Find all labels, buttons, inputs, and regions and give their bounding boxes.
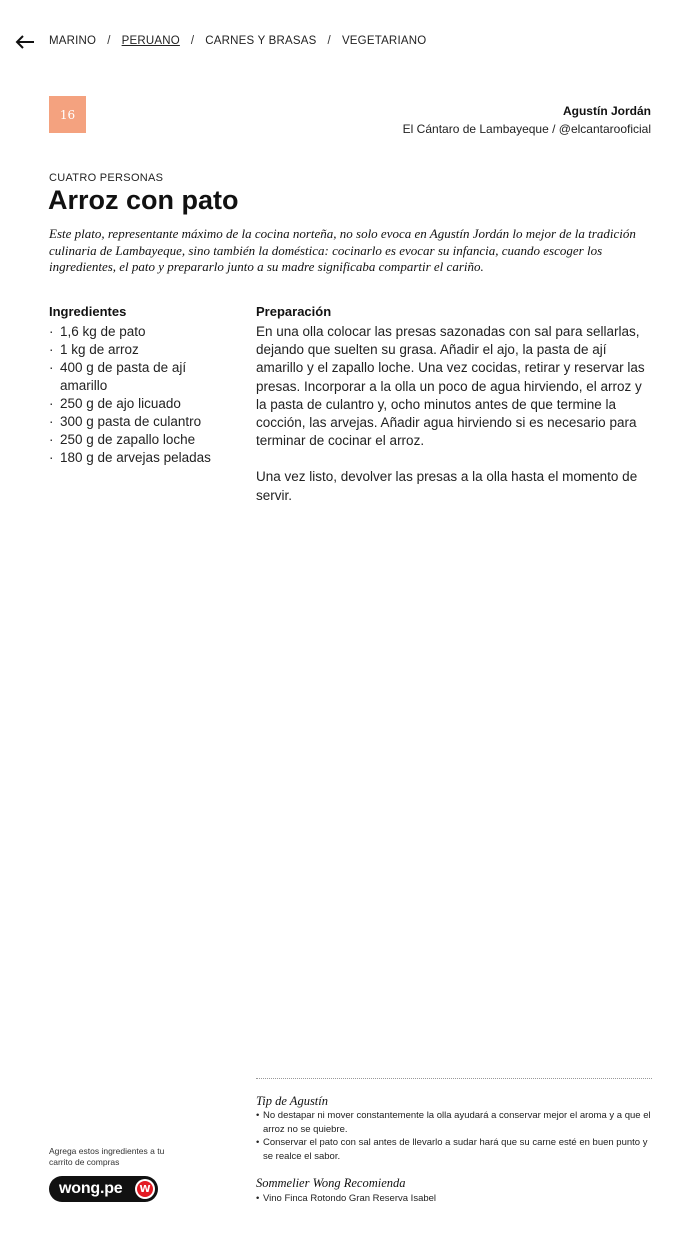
recipe-intro: Este plato, representante máximo de la cocina norteña, no solo evoca en Agustín Jordán lo mejor de la tradición culinaria de Lambayeque, sino también la doméstica: cocinarlo es evocar su infancia, cuando escoger los ingredientes, el pato y prepararlo junto a su madre significaba compartir el cariño. [49,226,636,274]
ingredient-item: · 400 g de pasta de ají amarillo [49,359,224,395]
ingredient-item: · 1 kg de arroz [49,341,224,359]
page-number-badge: 16 [49,96,86,133]
nav-item-peruano[interactable]: PERUANO [121,35,180,47]
sommelier-title: Sommelier Wong Recomienda [256,1176,406,1190]
author-place: El Cántaro de Lambayeque / @elcantarooficial [402,122,651,136]
nav-separator: / [107,35,111,47]
preparation-text [256,323,654,523]
ingredient-item: · 180 g de arvejas peladas [49,449,224,467]
tip-item: • Conservar el pato con sal antes de llevarlo a sudar hará que su carne esté en buen punto y se realce el sabor. [256,1136,656,1163]
preparation-title: Preparación [256,304,332,319]
preparation-paragraph: Una vez listo, devolver las presas a la olla hasta el momento de servir. [256,469,638,503]
ingredient-item: · 250 g de ajo licuado [49,395,224,413]
wong-w-icon: W [135,1179,155,1199]
ingredient-item: · 300 g pasta de culantro [49,413,224,431]
nav-item-carnes-y-brasas[interactable]: CARNES Y BRASAS [205,35,317,47]
nav-separator: / [327,35,331,47]
tip-item: • No destapar ni mover constantemente la olla ayudará a conservar mejor el aroma y a que el arroz no se quiebre. [256,1109,656,1136]
sommelier-item: • Vino Finca Rotondo Gran Reserva Isabel [256,1192,656,1205]
nav-item-vegetariano[interactable]: VEGETARIANO [341,35,427,47]
wong-logo-text: wong.pe [59,1180,123,1197]
ingredients-list [49,323,224,467]
wong-cart-button[interactable] [49,1176,158,1202]
preparation-paragraph: En una olla colocar las presas sazonadas con sal para sellarlas, dejando que suelten su grasa. Añadir el ajo, la pasta de ají amarillo y el zapallo loche. Una vez cocidas, retirar y reservar las presas. Incorporar a la olla un poco de agua hirviendo, el arroz y la pasta de culantro y, ocho minutos antes de que termine la cocción, las arvejas. Añadir agua hirviendo si es necesario para terminar de cocinar el arroz. [256,324,645,449]
category-nav [49,35,426,47]
author-name: Agustín Jordán [562,104,651,118]
servings-label: CUATRO PERSONAS [49,172,164,184]
ingredients-title: Ingredientes [49,304,127,319]
arrow-left-icon[interactable] [14,33,36,51]
tip-list [256,1109,656,1163]
tip-title: Tip de Agustín [256,1094,329,1108]
recipe-title: Arroz con pato [48,185,239,215]
footer-divider [256,1078,652,1079]
nav-separator: / [190,35,195,47]
nav-item-marino[interactable]: MARINO [49,35,97,47]
ingredient-item: · 250 g de zapallo loche [49,431,224,449]
sommelier-list [256,1192,656,1205]
author-block [403,104,651,136]
ingredient-item: · 1,6 kg de pato [49,323,224,341]
cart-prompt: Agrega estos ingredientes a tu carrito de compras [49,1146,165,1167]
